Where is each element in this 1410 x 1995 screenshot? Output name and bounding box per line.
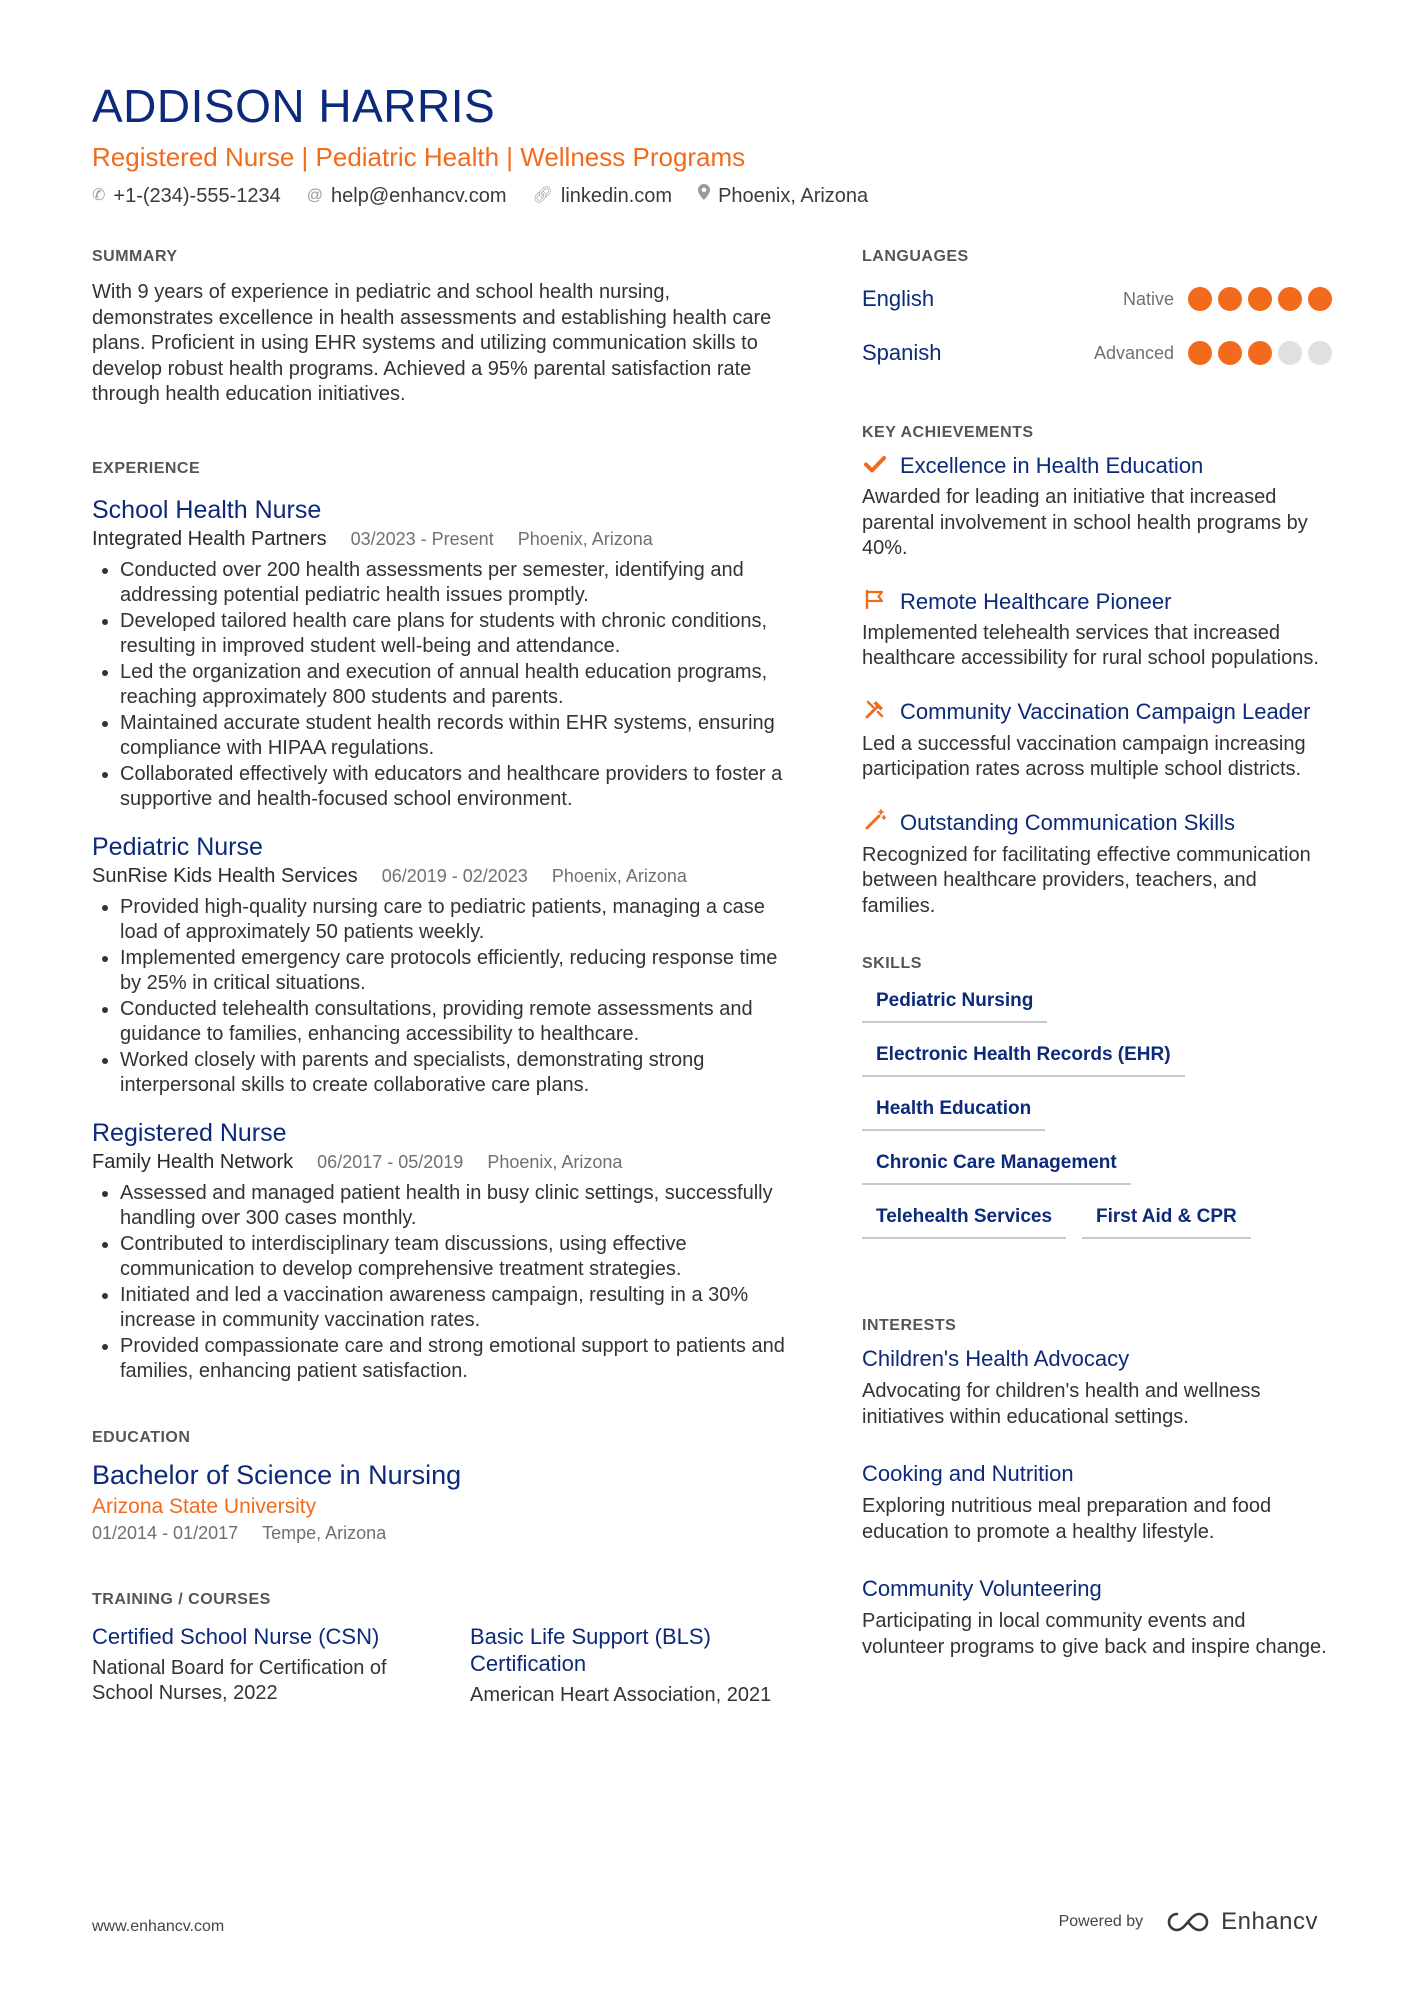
skill-tag: Pediatric Nursing bbox=[862, 983, 1047, 1023]
at-icon: @ bbox=[306, 187, 323, 204]
achievement-title: Remote Healthcare Pioneer bbox=[900, 588, 1172, 614]
education-location: Tempe, Arizona bbox=[262, 1522, 387, 1543]
language-level: Native bbox=[1122, 288, 1174, 309]
language-rating bbox=[1188, 341, 1332, 365]
skill-tag: First Aid & CPR bbox=[1082, 1199, 1251, 1239]
course-item bbox=[470, 1623, 790, 1709]
achievement-title: Community Vaccination Campaign Leader bbox=[900, 698, 1311, 724]
achievement-item bbox=[862, 452, 1332, 562]
contact-email[interactable] bbox=[307, 182, 507, 210]
location-text: Phoenix, Arizona bbox=[718, 185, 869, 207]
achievement-description: Recognized for facilitating effective communication between healthcare providers, teachers, and families. bbox=[862, 843, 1311, 917]
flag-icon bbox=[862, 588, 888, 615]
job-entry bbox=[92, 1117, 792, 1385]
resume-header bbox=[92, 78, 1332, 210]
summary-section bbox=[92, 246, 792, 408]
training-heading: TRAINING / COURSES bbox=[92, 1590, 271, 1608]
job-company: Integrated Health Partners bbox=[92, 527, 327, 550]
course-description: American Heart Association, 2021 bbox=[470, 1683, 772, 1706]
job-role: Registered Nurse bbox=[92, 1118, 287, 1147]
achievement-item bbox=[862, 809, 1332, 920]
powered-by-label: Powered by bbox=[1058, 1913, 1144, 1930]
interest-item bbox=[862, 1345, 1332, 1430]
job-role: Pediatric Nurse bbox=[92, 832, 263, 861]
left-column bbox=[92, 246, 792, 1708]
job-role: School Health Nurse bbox=[92, 495, 322, 524]
language-name: Spanish bbox=[862, 340, 942, 365]
interest-title: Children's Health Advocacy bbox=[862, 1346, 1130, 1371]
skills-list bbox=[862, 983, 1332, 1253]
language-name: English bbox=[862, 286, 935, 311]
achievement-title: Outstanding Communication Skills bbox=[900, 809, 1236, 835]
contact-phone bbox=[92, 182, 281, 210]
education-degree: Bachelor of Science in Nursing bbox=[92, 1459, 462, 1490]
skill-tag: Telehealth Services bbox=[862, 1199, 1066, 1239]
interest-description: Advocating for children's health and wellness initiatives within educational settings. bbox=[862, 1380, 1261, 1428]
achievement-item bbox=[862, 698, 1332, 783]
contact-bar bbox=[92, 182, 1332, 210]
location-pin-icon bbox=[698, 182, 710, 210]
job-bullet: • Maintained accurate student health records within EHR systems, ensuring compliance with HIPAA regulations. bbox=[120, 711, 792, 762]
achievement-description: Led a successful vaccination campaign increasing participation rates across multiple school districts. bbox=[862, 732, 1306, 780]
training-section bbox=[92, 1589, 792, 1709]
skill-tag: Chronic Care Management bbox=[862, 1145, 1131, 1185]
experience-heading: EXPERIENCE bbox=[92, 459, 201, 477]
summary-text: With 9 years of experience in pediatric and school health nursing, demonstrates excellence in health assessments and establishing health care plans. Proficient in using EHR systems and utilizing communication skills to develop robust health programs. Achieved a 95% parental satisfaction rate through health education initiatives. bbox=[92, 281, 772, 405]
job-bullets bbox=[92, 558, 792, 813]
interest-item bbox=[862, 1460, 1332, 1545]
job-dates: 03/2023 - Present bbox=[350, 528, 494, 549]
job-location: Phoenix, Arizona bbox=[551, 865, 687, 886]
job-meta bbox=[92, 526, 792, 552]
rating-dot-filled bbox=[1188, 341, 1212, 365]
course-title: Certified School Nurse (CSN) bbox=[92, 1623, 380, 1649]
wand-icon bbox=[862, 809, 888, 837]
rating-dot-empty bbox=[1278, 341, 1302, 365]
job-bullet: • Worked closely with parents and specialists, demonstrating strong interpersonal skills to create collaborative care plans. bbox=[120, 1048, 792, 1099]
job-bullet: • Conducted telehealth consultations, providing remote assessments and guidance to families, enhancing accessibility to healthcare. bbox=[120, 997, 792, 1048]
rating-dot-filled bbox=[1188, 287, 1212, 311]
experience-section bbox=[92, 458, 792, 1385]
interest-description: Exploring nutritious meal preparation and food education to promote a healthy lifestyle. bbox=[862, 1495, 1272, 1543]
right-column bbox=[862, 246, 1332, 1690]
achievement-title: Excellence in Health Education bbox=[900, 453, 1204, 478]
check-icon bbox=[862, 452, 888, 479]
achievement-description: Implemented telehealth services that increased healthcare accessibility for rural school populations. bbox=[862, 621, 1319, 669]
rating-dot-filled bbox=[1278, 287, 1302, 311]
course-list bbox=[92, 1623, 792, 1709]
course-description: National Board for Certification of School Nurses, 2022 bbox=[92, 1656, 387, 1704]
language-row bbox=[862, 272, 1332, 326]
language-level: Advanced bbox=[1093, 342, 1174, 363]
achievements-heading: KEY ACHIEVEMENTS bbox=[862, 424, 1034, 441]
education-meta bbox=[92, 1521, 792, 1545]
rating-dot-filled bbox=[1218, 287, 1242, 311]
job-bullet: • Initiated and led a vaccination awareness campaign, resulting in a 30% increase in community vaccination rates. bbox=[120, 1283, 792, 1334]
job-bullet: • Provided compassionate care and strong emotional support to patients and families, enhancing patient satisfaction. bbox=[120, 1334, 792, 1385]
candidate-title: Registered Nurse | Pediatric Health | Wellness Programs bbox=[92, 142, 746, 172]
interests-heading: INTERESTS bbox=[862, 1317, 957, 1334]
education-heading: EDUCATION bbox=[92, 1428, 191, 1446]
job-bullet: • Developed tailored health care plans for students with chronic conditions, resulting in improved student well-being and attendance. bbox=[120, 609, 792, 660]
rating-dot-filled bbox=[1248, 287, 1272, 311]
job-location: Phoenix, Arizona bbox=[517, 528, 653, 549]
interests-section bbox=[862, 1315, 1332, 1660]
job-dates: 06/2017 - 05/2019 bbox=[317, 1151, 464, 1172]
skills-section bbox=[862, 953, 1332, 1253]
language-rating bbox=[1188, 287, 1332, 311]
skills-heading: SKILLS bbox=[862, 955, 922, 972]
achievements-section bbox=[862, 422, 1332, 919]
job-entry bbox=[92, 831, 792, 1099]
skill-tag: Health Education bbox=[862, 1091, 1045, 1131]
summary-heading: SUMMARY bbox=[92, 248, 178, 265]
job-bullet: • Provided high-quality nursing care to pediatric patients, managing a case load of approximately 50 patients weekly. bbox=[120, 895, 792, 946]
contact-location bbox=[698, 182, 868, 210]
skill-tag: Electronic Health Records (EHR) bbox=[862, 1037, 1185, 1077]
job-bullet: • Implemented emergency care protocols efficiently, reducing response time by 25% in critical situations. bbox=[120, 946, 792, 997]
education-section bbox=[92, 1427, 792, 1545]
brand-name: Enhancv bbox=[1221, 1908, 1318, 1935]
languages-heading: LANGUAGES bbox=[862, 248, 969, 265]
phone-text: +1-(234)-555-1234 bbox=[113, 185, 281, 207]
job-bullet: • Contributed to interdisciplinary team discussions, using effective communication to develop comprehensive treatment strategies. bbox=[120, 1232, 792, 1283]
footer-website[interactable]: www.enhancv.com bbox=[92, 1918, 225, 1935]
job-entry bbox=[92, 494, 792, 813]
interest-title: Community Volunteering bbox=[862, 1576, 1102, 1601]
job-bullet: • Collaborated effectively with educators and healthcare providers to foster a supportive and health-focused school environment. bbox=[120, 762, 792, 813]
achievement-head bbox=[862, 452, 1332, 479]
job-bullets bbox=[92, 895, 792, 1099]
contact-linkedin[interactable] bbox=[533, 182, 672, 210]
languages-section bbox=[862, 246, 1332, 380]
job-dates: 06/2019 - 02/2023 bbox=[381, 865, 528, 886]
job-company: Family Health Network bbox=[92, 1150, 294, 1173]
brand-logo[interactable] bbox=[1165, 1908, 1318, 1936]
interest-title: Cooking and Nutrition bbox=[862, 1461, 1074, 1486]
email-text: help@enhancv.com bbox=[331, 185, 507, 207]
job-bullet: • Led the organization and execution of annual health education programs, reaching approximately 800 students and parents. bbox=[120, 660, 792, 711]
rating-dot-filled bbox=[1218, 341, 1242, 365]
tools-icon bbox=[862, 698, 888, 726]
achievement-description: Awarded for leading an initiative that increased parental involvement in school health programs by 40%. bbox=[862, 486, 1308, 559]
achievement-item bbox=[862, 588, 1332, 672]
education-school: Arizona State University bbox=[92, 1494, 317, 1518]
interest-item bbox=[862, 1575, 1332, 1660]
rating-dot-filled bbox=[1248, 341, 1272, 365]
language-row bbox=[862, 326, 1332, 380]
linkedin-text: linkedin.com bbox=[560, 185, 673, 207]
infinity-logo-icon bbox=[1165, 1910, 1211, 1934]
rating-dot-empty bbox=[1308, 341, 1332, 365]
link-icon: 🔗︎ bbox=[532, 187, 553, 204]
job-location: Phoenix, Arizona bbox=[487, 1151, 623, 1172]
education-dates: 01/2014 - 01/2017 bbox=[92, 1522, 239, 1543]
phone-icon: ✆ bbox=[92, 187, 106, 204]
achievement-head bbox=[862, 698, 1332, 726]
footer-branding bbox=[1059, 1908, 1318, 1936]
candidate-name: ADDISON HARRIS bbox=[92, 80, 496, 132]
job-bullet: • Conducted over 200 health assessments per semester, identifying and addressing potential pediatric health issues promptly. bbox=[120, 558, 792, 609]
course-item bbox=[92, 1623, 412, 1709]
achievement-head bbox=[862, 809, 1332, 837]
job-bullet: • Assessed and managed patient health in busy clinic settings, successfully handling over 300 cases monthly. bbox=[120, 1181, 792, 1232]
course-title: Basic Life Support (BLS) Certification bbox=[470, 1623, 711, 1676]
rating-dot-filled bbox=[1308, 287, 1332, 311]
job-meta bbox=[92, 863, 792, 889]
interest-description: Participating in local community events and volunteer programs to give back and inspire change. bbox=[862, 1610, 1327, 1658]
achievement-head bbox=[862, 588, 1332, 615]
job-bullets bbox=[92, 1181, 792, 1385]
job-company: SunRise Kids Health Services bbox=[92, 864, 358, 887]
job-meta bbox=[92, 1149, 792, 1175]
